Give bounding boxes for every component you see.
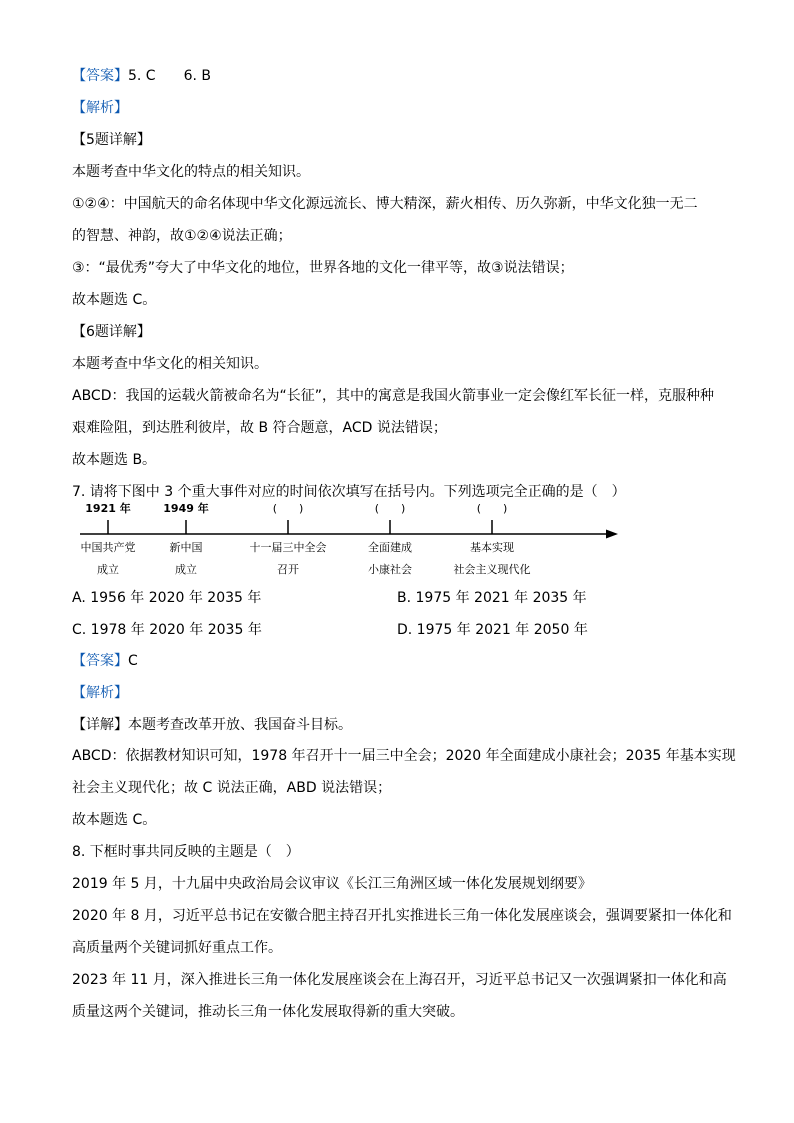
timeline-event-label: 成立: [175, 563, 197, 576]
q8-line: 质量这两个关键词，推动长三角一体化发展取得新的重大突破。: [72, 1004, 464, 1020]
q6-header: 【6题详解】: [72, 324, 151, 340]
q5-line: ③：“最优秀”夸大了中华文化的地位，世界各地的文化一律平等，故③说法错误；: [72, 260, 574, 276]
timeline-top-label: ( ): [374, 502, 406, 515]
q8-line: 高质量两个关键词抓好重点工作。: [72, 940, 282, 956]
answer-tag: 【答案】: [72, 653, 128, 669]
q8-line: 2019 年 5 月，十九届中央政治局会议审议《长江三角洲区域一体化发展规划纲要》: [72, 876, 592, 892]
q5-header: 【5题详解】: [72, 132, 151, 148]
timeline-event-label: 社会主义现代化: [453, 563, 531, 576]
q7-detail-line: [72, 716, 352, 734]
q5-line: ①②④：中国航天的命名体现中华文化源远流长、博大精深，薪火相传、历久弥新，中华文化独一无二: [72, 196, 698, 212]
q8-line: 2020 年 8 月，习近平总书记在安徽合肥主持召开扎实推进长三角一体化发展座谈会，强调要紧扣一体化和: [72, 908, 732, 924]
q7-option-a: A. 1956 年 2020 年 2035 年: [72, 590, 262, 606]
q7-option-b: B. 1975 年 2021 年 2035 年: [397, 590, 587, 606]
q56-answer-line: [72, 67, 211, 85]
q7-detail-line: 故本题选 C。: [72, 812, 157, 828]
q7-detail-line: ABCD：依据教材知识可知，1978 年召开十一届三中全会；2020 年全面建成小康社会；2035 年基本实现: [72, 748, 736, 764]
answer-value-5: 5. C: [128, 68, 156, 84]
timeline-event-label: 成立: [97, 563, 119, 576]
timeline-event-label: 新中国: [169, 541, 203, 554]
q5-line: 故本题选 C。: [72, 292, 157, 308]
timeline-event-label: 召开: [277, 563, 299, 576]
timeline-event-label: 基本实现: [470, 541, 514, 554]
q6-line: 艰难险阻，到达胜利彼岸，故 B 符合题意，ACD 说法错误；: [72, 420, 447, 436]
answer-value-6: 6. B: [183, 68, 212, 84]
timeline-event-label: 全面建成: [368, 541, 412, 554]
q6-line: 故本题选 B。: [72, 452, 157, 468]
detail-tag: 【详解】: [72, 717, 128, 733]
q7-option-d: D. 1975 年 2021 年 2050 年: [397, 622, 588, 638]
q8-stem: 8. 下框时事共同反映的主题是（ ）: [72, 844, 300, 860]
timeline-top-label: ( ): [476, 502, 508, 515]
q6-line: 本题考查中华文化的相关知识。: [72, 356, 268, 372]
q7-answer-line: [72, 652, 138, 670]
q56-analysis-tag: 【解析】: [72, 100, 128, 116]
q7-stem: 7. 请将下图中 3 个重大事件对应的时间依次填写在括号内。下列选项完全正确的是（ ）: [72, 484, 626, 500]
timeline-event-label: 中国共产党: [80, 541, 136, 554]
timeline-event-label: 小康社会: [368, 563, 412, 576]
q7-option-c: C. 1978 年 2020 年 2035 年: [72, 622, 262, 638]
q5-line: 本题考查中华文化的特点的相关知识。: [72, 164, 310, 180]
q6-line: ABCD：我国的运载火箭被命名为“长征”，其中的寓意是我国火箭事业一定会像红军长征一样，克服种种: [72, 388, 714, 404]
timeline-event-label: 十一届三中全会: [249, 541, 327, 554]
q8-line: 2023 年 11 月，深入推进长三角一体化发展座谈会在上海召开，习近平总书记又一次强调紧扣一体化和高: [72, 972, 727, 988]
detail-text: 本题考查改革开放、我国奋斗目标。: [128, 717, 352, 733]
timeline-top-label: ( ): [272, 502, 304, 515]
q7-analysis-tag: 【解析】: [72, 685, 128, 701]
q7-timeline: [60, 496, 630, 582]
q5-line: 的智慧、神韵，故①②④说法正确；: [72, 228, 292, 244]
answer-value: C: [128, 653, 138, 669]
q7-detail-line: 社会主义现代化；故 C 说法正确，ABD 说法错误；: [72, 780, 392, 796]
timeline-top-label: 1921 年: [85, 502, 131, 515]
timeline-top-label: 1949 年: [163, 502, 209, 515]
timeline-arrow: [606, 530, 618, 539]
answer-tag: 【答案】: [72, 68, 128, 84]
